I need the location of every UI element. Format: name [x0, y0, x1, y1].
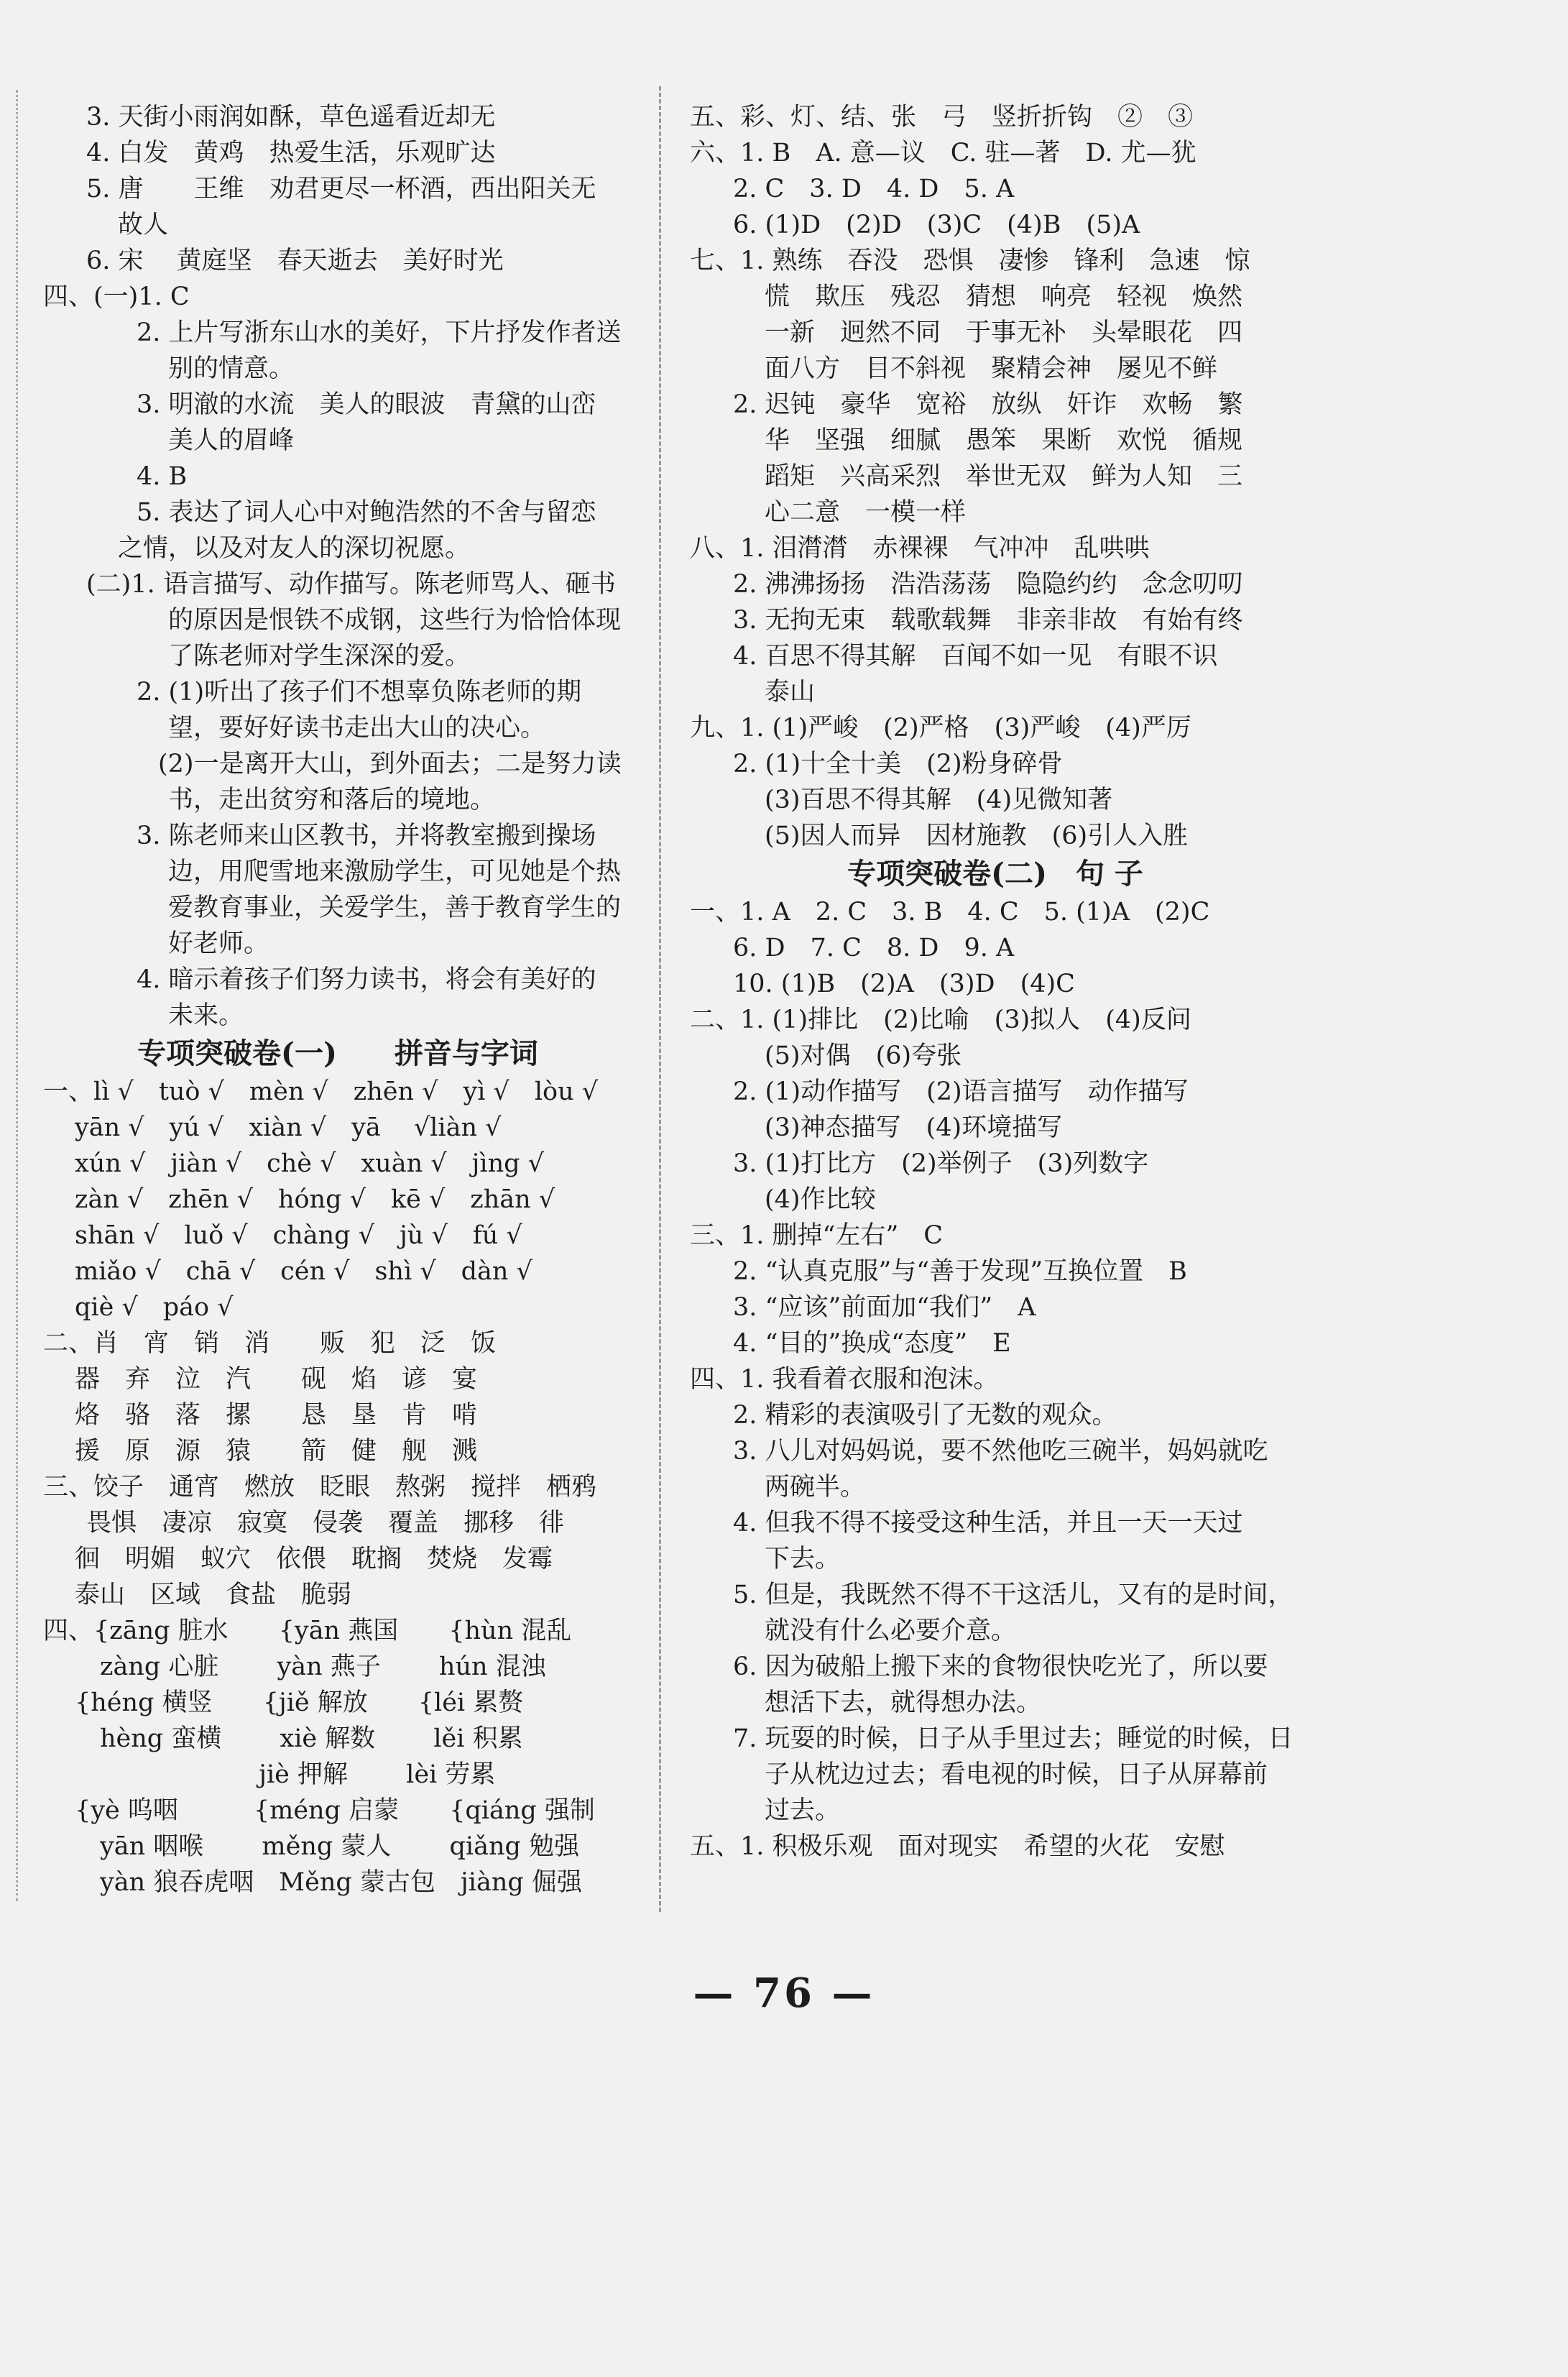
answer-line: 3. 天街小雨润如酥，草色遥看近却无 — [86, 103, 496, 132]
answer-line: shān √ luǒ √ chàng √ jù √ fú √ — [75, 1221, 522, 1250]
answer-line: (4)作比较 — [765, 1185, 876, 1214]
right-column — [690, 99, 1301, 1865]
column-divider — [659, 86, 661, 1912]
answer-line: {héng 横竖 {jiě 解放 {léi 累赘 — [75, 1688, 524, 1717]
answer-line: zàn √ zhēn √ hóng √ kē √ zhān √ — [75, 1185, 555, 1214]
answer-line: 二、1. (1)排比 (2)比喻 (3)拟人 (4)反问 — [690, 1006, 1191, 1034]
answer-line: 3. 八儿对妈妈说，要不然他吃三碗半，妈妈就吃 — [733, 1437, 1268, 1466]
answer-line: 4. 百思不得其解 百闻不如一见 有眼不识 — [733, 642, 1218, 671]
answer-line: 别的情意。 — [168, 354, 295, 383]
answer-line: 2. “认真克服”与“善于发现”互换位置 B — [733, 1257, 1187, 1286]
answer-line: 4. B — [137, 462, 188, 491]
answer-line: 四、(一)1. C — [43, 282, 190, 311]
answer-line: yàn 狼吞虎咽 Měng 蒙古包 jiàng 倔强 — [75, 1868, 582, 1897]
answer-line: 5. 但是，我既然不得不干这活儿，又有的是时间， — [733, 1581, 1293, 1609]
answer-line: 5. 表达了词人心中对鲍浩然的不舍与留恋 — [137, 498, 596, 527]
section-title: 专项突破卷(二) 句 子 — [847, 857, 1143, 891]
answer-line: 四、{zāng 脏水 {yān 燕国 {hùn 混乱 — [43, 1617, 572, 1645]
answer-line: (5)因人而异 因材施教 (6)引人入胜 — [765, 822, 1189, 850]
answer-line: 心二意 一模一样 — [765, 498, 967, 527]
answer-line: {yè 呜咽 {méng 启蒙 {qiáng 强制 — [75, 1796, 595, 1825]
answer-line: 想活下去，就得想办法。 — [765, 1688, 1042, 1717]
answer-line: 援 原 源 猿 箭 健 舰 溅 — [75, 1437, 478, 1466]
answer-line: 6. D 7. C 8. D 9. A — [733, 934, 1015, 962]
answer-line: 2. (1)动作描写 (2)语言描写 动作描写 — [733, 1077, 1189, 1106]
answer-line: 三、饺子 通宵 燃放 眨眼 熬粥 搅拌 栖鸦 — [43, 1473, 597, 1502]
answer-line: 望，要好好读书走出大山的决心。 — [168, 714, 546, 742]
left-column — [43, 99, 632, 1900]
answer-line: 就没有什么必要介意。 — [765, 1617, 1017, 1645]
answer-line: 七、1. 熟练 吞没 恐惧 凄惨 锋利 急速 惊 — [690, 247, 1250, 275]
answer-line: 慌 欺压 残忍 猜想 响亮 轻视 焕然 — [765, 282, 1243, 311]
answer-line: 一、1. A 2. C 3. B 4. C 5. (1)A (2)C — [690, 898, 1210, 927]
answer-line: 4. 但我不得不接受这种生活，并且一天一天过 — [733, 1509, 1243, 1537]
answer-line: 蹈矩 兴高采烈 举世无双 鲜为人知 三 — [765, 462, 1243, 491]
answer-line: 畏惧 凄凉 寂寞 侵袭 覆盖 挪移 徘 — [86, 1509, 565, 1537]
answer-line: 器 弃 泣 汽 砚 焰 谚 宴 — [75, 1365, 478, 1394]
answer-line: 四、1. 我看着衣服和泡沫。 — [690, 1365, 999, 1394]
answer-line: 六、1. B A. 意—议 C. 驻—著 D. 尤—犹 — [690, 139, 1196, 167]
answer-line: hèng 蛮横 xiè 解数 lěi 积累 — [75, 1724, 523, 1753]
answer-line: 爱教育事业，关爱学生，善于教育学生的 — [168, 893, 622, 922]
answer-line: 泰山 — [765, 678, 816, 707]
answer-line: 10. (1)B (2)A (3)D (4)C — [733, 970, 1075, 998]
answer-line: 烙 骆 落 摞 恳 垦 肯 啃 — [75, 1401, 478, 1430]
answer-line: 3. 陈老师来山区教书，并将教室搬到操场 — [137, 822, 596, 850]
answer-line: 2. 沸沸扬扬 浩浩荡荡 隐隐约约 念念叨叨 — [733, 570, 1243, 599]
answer-line: 泰山 区域 食盐 脆弱 — [75, 1581, 352, 1609]
answer-line: 4. “目的”换成“态度” E — [733, 1329, 1011, 1358]
answer-line: 徊 明媚 蚁穴 依偎 耽搁 焚烧 发霉 — [75, 1545, 553, 1573]
answer-line: 未来。 — [168, 1001, 244, 1030]
page-number: — 76 — — [693, 1969, 875, 2017]
answer-line: 下去。 — [765, 1545, 841, 1573]
answer-line: 的原因是恨铁不成钢，这些行为恰恰体现 — [168, 606, 622, 635]
answer-line: 两碗半。 — [765, 1473, 866, 1502]
answer-line: yān √ yú √ xiàn √ yā √liàn √ — [75, 1113, 502, 1142]
answer-line: 五、彩、灯、结、张 弓 竖折折钩 ② ③ — [690, 103, 1194, 132]
binding-edge — [16, 90, 18, 1901]
answer-line: 三、1. 删掉“左右” C — [690, 1221, 944, 1250]
answer-line: jiè 押解 lèi 劳累 — [75, 1760, 496, 1789]
answer-line: 边，用爬雪地来激励学生，可见她是个热 — [168, 858, 622, 886]
answer-line: 一、lì √ tuò √ mèn √ zhēn √ yì √ lòu √ — [43, 1077, 599, 1106]
answer-line: 面八方 目不斜视 聚精会神 屡见不鲜 — [765, 354, 1218, 383]
answer-line: 5. 唐 王维 劝君更尽一杯酒，西出阳关无 — [86, 175, 596, 203]
answer-line: 3. 明澈的水流 美人的眼波 青黛的山峦 — [137, 390, 596, 419]
answer-line: 故人 — [118, 211, 169, 239]
answer-line: qiè √ páo √ — [75, 1293, 234, 1322]
answer-line: 7. 玩耍的时候，日子从手里过去；睡觉的时候，日 — [733, 1724, 1293, 1753]
answer-line: zàng 心脏 yàn 燕子 hún 混浊 — [75, 1652, 546, 1681]
answer-line: 2. 精彩的表演吸引了无数的观众。 — [733, 1401, 1117, 1430]
answer-line: 2. (1)听出了孩子们不想辜负陈老师的期 — [137, 678, 582, 707]
answer-line: 五、1. 积极乐观 面对现实 希望的火花 安慰 — [690, 1832, 1225, 1861]
answer-line: miǎo √ chā √ cén √ shì √ dàn √ — [75, 1257, 532, 1286]
answer-line: 2. C 3. D 4. D 5. A — [733, 175, 1015, 203]
answer-line: 九、1. (1)严峻 (2)严格 (3)严峻 (4)严厉 — [690, 714, 1191, 742]
answer-line: 2. 迟钝 豪华 宽裕 放纵 奸诈 欢畅 繁 — [733, 390, 1243, 419]
answer-line: 3. (1)打比方 (2)举例子 (3)列数字 — [733, 1149, 1149, 1178]
answer-line: (5)对偶 (6)夸张 — [765, 1042, 962, 1070]
answer-line: 华 坚强 细腻 愚笨 果断 欢悦 循规 — [765, 426, 1243, 455]
answer-line: yān 咽喉 měng 蒙人 qiǎng 勉强 — [75, 1832, 580, 1861]
answer-line: 二、肖 宵 销 消 贩 犯 泛 饭 — [43, 1329, 497, 1358]
answer-line: 6. (1)D (2)D (3)C (4)B (5)A — [733, 211, 1140, 239]
answer-line: 3. 无拘无束 载歌载舞 非亲非故 有始有终 — [733, 606, 1243, 635]
answer-line: 6. 因为破船上搬下来的食物很快吃光了，所以要 — [733, 1652, 1268, 1681]
answer-line: (二)1. 语言描写、动作描写。陈老师骂人、砸书 — [86, 570, 616, 599]
answer-line: 4. 白发 黄鸡 热爱生活，乐观旷达 — [86, 139, 496, 167]
answer-line: 2. (1)十全十美 (2)粉身碎骨 — [733, 750, 1063, 778]
answer-line: 4. 暗示着孩子们努力读书，将会有美好的 — [137, 965, 596, 994]
answer-line: 好老师。 — [168, 929, 269, 958]
answer-line: 子从枕边过去；看电视的时候，日子从屏幕前 — [765, 1760, 1268, 1789]
answer-line: (3)神态描写 (4)环境描写 — [765, 1113, 1063, 1142]
answer-line: 八、1. 泪潸潸 赤裸裸 气冲冲 乱哄哄 — [690, 534, 1150, 563]
answer-line: xún √ jiàn √ chè √ xuàn √ jìng √ — [75, 1149, 544, 1178]
answer-line: 了陈老师对学生深深的爱。 — [168, 642, 471, 671]
answer-line: 过去。 — [765, 1796, 841, 1825]
answer-line: 3. “应该”前面加“我们” A — [733, 1293, 1036, 1322]
answer-line: 一新 迥然不同 于事无补 头晕眼花 四 — [765, 318, 1243, 347]
answer-line: 2. 上片写浙东山水的美好，下片抒发作者送 — [137, 318, 622, 347]
answer-line: (2)一是离开大山，到外面去；二是努力读 — [158, 750, 622, 778]
answer-line: 6. 宋 黄庭坚 春天逝去 美好时光 — [86, 247, 504, 275]
answer-line: (3)百思不得其解 (4)见微知著 — [765, 786, 1113, 814]
answer-line: 书，走出贫穷和落后的境地。 — [168, 786, 496, 814]
answer-line: 之情，以及对友人的深切祝愿。 — [118, 534, 471, 563]
section-title: 专项突破卷(一) 拼音与字词 — [137, 1036, 538, 1070]
answer-line: 美人的眉峰 — [168, 426, 295, 455]
